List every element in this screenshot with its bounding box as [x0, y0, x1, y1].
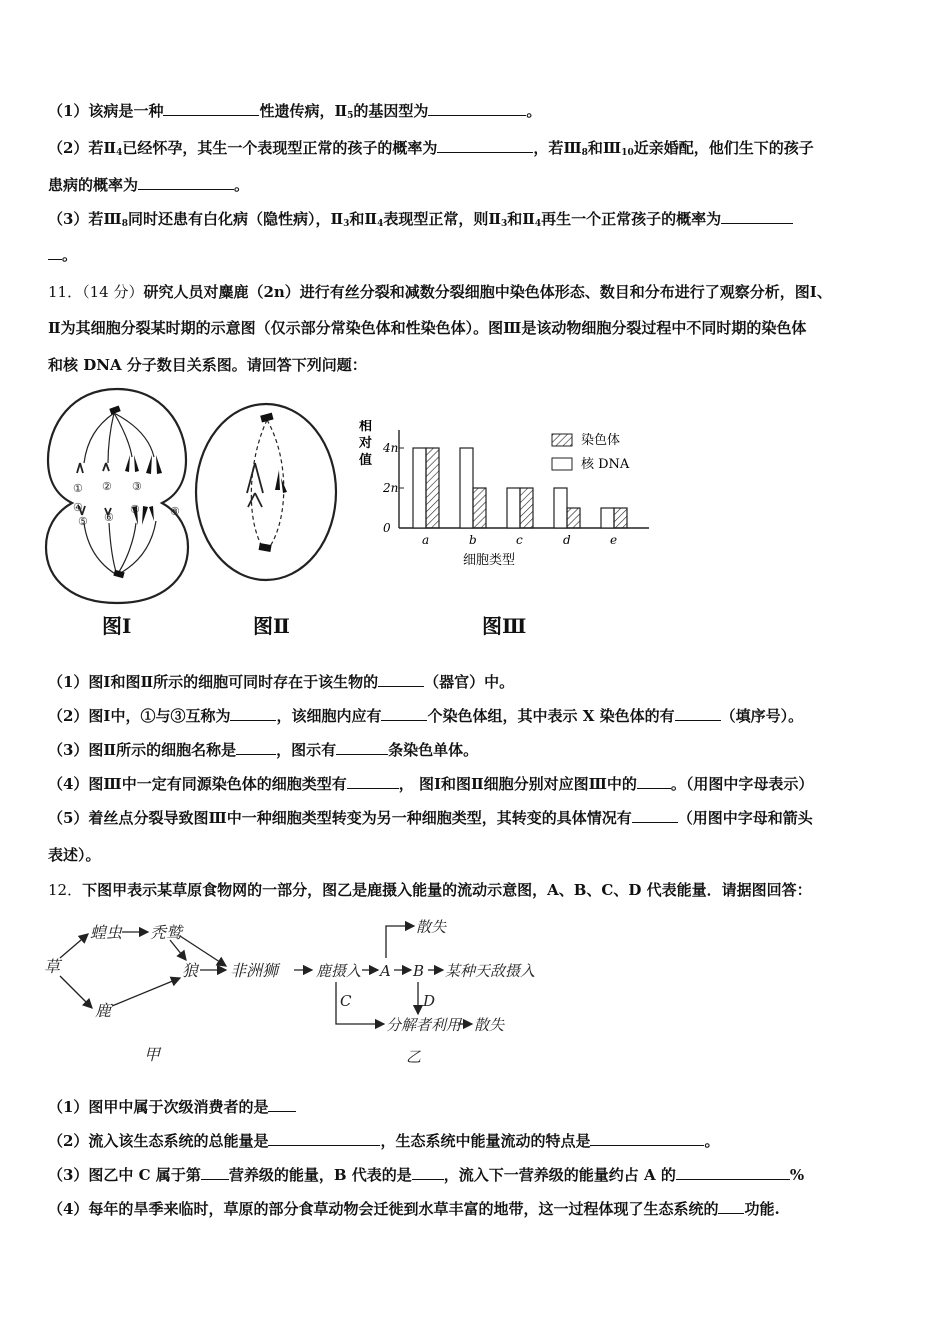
- figure-3-bar-chart: [355, 420, 655, 580]
- diagram-yi-energy-flow: [290, 910, 540, 1070]
- bar-chromosome-b: [473, 488, 486, 528]
- q11-intro-3: 和核 DNA 分子数目关系图。请回答下列问题：: [48, 356, 367, 374]
- q10-part3: （3）若$Ⅲ_8$同时还患有白化病（隐性病），$Ⅱ_3$和$Ⅱ_4$表现型正常，则$Ⅱ_3$和$Ⅱ_4$再生一个正常孩子的概率为: [48, 209, 793, 234]
- q12-sub2: （2）流入该生态系统的总能量是 ，生态系统中能量流动的特点是 。: [48, 1132, 720, 1150]
- bar-dna-a: [413, 448, 426, 528]
- label-c: C: [340, 992, 352, 1010]
- bar-chromosome-e: [614, 508, 627, 528]
- diagram-jia-label: 甲: [144, 1045, 161, 1064]
- answer-blank[interactable]: [378, 672, 424, 687]
- node-predator-intake: 某种天敌摄入: [445, 962, 536, 980]
- answer-blank[interactable]: [412, 1165, 444, 1180]
- legend-chromosome-label: 染色体: [581, 433, 621, 448]
- q11-intro-2: Ⅱ为其细胞分裂某时期的示意图（仅示部分常染色体和性染色体）。图Ⅲ是该动物细胞分裂过程中不同时期的染色体: [48, 319, 807, 337]
- answer-blank[interactable]: [336, 740, 388, 755]
- figure-2-cell-division: [193, 398, 343, 588]
- answer-blank[interactable]: [163, 101, 259, 116]
- bar-dna-d: [554, 488, 567, 528]
- answer-blank[interactable]: [590, 1131, 704, 1146]
- answer-blank[interactable]: [718, 1199, 744, 1214]
- answer-blank[interactable]: [268, 1131, 380, 1146]
- node-locust: 蝗虫: [90, 923, 123, 942]
- bar-dna-b: [460, 448, 473, 528]
- answer-blank[interactable]: [201, 1165, 229, 1180]
- answer-blank[interactable]: [230, 706, 276, 721]
- chromosome-mark: ④: [73, 501, 83, 514]
- answer-blank[interactable]: [428, 101, 526, 116]
- chart-x-tick: c: [516, 533, 523, 547]
- q10-part1: （1）该病是一种 性遗传病，$Ⅱ_5$的基因型为 。: [48, 102, 542, 121]
- chromosome-mark: ⑦: [130, 503, 140, 516]
- answer-blank[interactable]: [637, 774, 671, 789]
- diagram-jia-food-web: [40, 910, 290, 1070]
- node-b: B: [413, 962, 425, 980]
- bar-chromosome-d: [567, 508, 580, 528]
- chromosome-mark: ①: [73, 482, 83, 495]
- q11-sub1: （1）图Ⅰ和图Ⅱ所示的细胞可同时存在于该生物的 （器官）中。: [48, 673, 515, 691]
- chart-x-tick: b: [469, 533, 477, 547]
- q11-sub2: （2）图Ⅰ中，①与③互称为 ，该细胞内应有 个染色体组，其中表示 X 染色体的有 （填序号）。: [48, 707, 804, 725]
- q12-sub3: （3）图乙中 C 属于第 营养级的能量，B 代表的是 ，流入下一营养级的能量约占 A 的 %: [48, 1166, 805, 1184]
- figure-2-label: 图Ⅱ: [253, 614, 290, 638]
- legend-dna-label: 核 DNA: [581, 457, 630, 472]
- figure-1-cell-division: [42, 385, 192, 605]
- chromosome-mark: ③: [132, 480, 142, 493]
- q12-intro: 12．下图甲表示某草原食物网的一部分，图乙是鹿摄入能量的流动示意图，A、B、C、D 代表能量．请据图回答：: [48, 881, 812, 899]
- node-lost-1: 散失: [416, 918, 447, 936]
- q12-sub1: （1）图甲中属于次级消费者的是: [48, 1097, 296, 1117]
- q10-part3-cont: 。: [48, 245, 77, 265]
- chart-xlabel: 细胞类型: [463, 553, 516, 568]
- bar-dna-e: [601, 508, 614, 528]
- answer-blank[interactable]: [268, 1097, 296, 1112]
- chart-y-tick: 0: [383, 521, 391, 535]
- answer-blank[interactable]: [381, 706, 427, 721]
- legend-dna-swatch: [552, 458, 572, 470]
- chromosome-mark: ②: [102, 480, 112, 493]
- answer-blank[interactable]: [48, 245, 62, 260]
- q11-sub4: （4）图Ⅲ中一定有同源染色体的细胞类型有 ， 图Ⅰ和图Ⅱ细胞分别对应图Ⅲ中的 。（用图中字母表示）: [48, 775, 814, 793]
- chart-ylabel: 相对值: [359, 420, 373, 468]
- answer-blank[interactable]: [347, 774, 399, 789]
- chart-y-tick: 2n: [383, 481, 399, 495]
- chart-x-tick: e: [610, 533, 618, 547]
- node-deer-intake: 鹿摄入: [316, 962, 362, 980]
- chromosome-mark: ⑤: [78, 515, 88, 528]
- q10-part2: （2）若$Ⅱ_4$已经怀孕，其生一个表现型正常的孩子的概率为 ，若$Ⅲ_8$和$Ⅲ_{10}$近亲婚配，他们生下的孩子: [48, 139, 814, 158]
- node-grass: 草: [44, 957, 61, 976]
- chart-x-tick: d: [563, 533, 571, 547]
- answer-blank[interactable]: [236, 740, 276, 755]
- node-deer: 鹿: [95, 1001, 112, 1020]
- legend-chromosome-swatch: [552, 434, 572, 446]
- node-vulture: 秃鹫: [150, 923, 183, 942]
- diagram-yi-label: 乙: [406, 1048, 422, 1066]
- q12-sub4: （4）每年的旱季来临时，草原的部分食草动物会迁徙到水草丰富的地带，这一过程体现了生态系统的 功能.: [48, 1200, 780, 1218]
- answer-blank[interactable]: [676, 1165, 790, 1180]
- node-wolf: 狼: [182, 961, 199, 980]
- node-a: A: [380, 962, 391, 980]
- answer-blank[interactable]: [437, 138, 533, 153]
- chart-y-tick: 4n: [383, 441, 399, 455]
- q11-sub3: （3）图Ⅱ所示的细胞名称是 ，图示有 条染色单体。: [48, 741, 479, 759]
- chromosome-mark: ⑧: [170, 505, 180, 518]
- answer-blank[interactable]: [138, 175, 234, 190]
- chart-x-tick: a: [422, 533, 430, 547]
- bar-chromosome-c: [520, 488, 533, 528]
- q10-part2-cont: 患病的概率为 。: [48, 176, 250, 194]
- chromosome-mark: ⑥: [104, 511, 114, 524]
- node-lost-2: 散失: [474, 1016, 505, 1034]
- answer-blank[interactable]: [721, 209, 793, 224]
- figure-1-label: 图Ⅰ: [102, 614, 132, 638]
- node-decomposer: 分解者利用: [386, 1016, 462, 1034]
- figure-3-label: 图Ⅲ: [482, 614, 527, 638]
- q11-sub5-cont: 表述）。: [48, 846, 101, 864]
- q11-sub5: （5）着丝点分裂导致图Ⅲ中一种细胞类型转变为另一种细胞类型，其转变的具体情况有 （用图中字母和箭头: [48, 809, 813, 827]
- label-d: D: [423, 992, 436, 1010]
- answer-blank[interactable]: [675, 706, 721, 721]
- answer-blank[interactable]: [632, 808, 678, 823]
- bar-chromosome-a: [426, 448, 439, 528]
- node-lion: 非洲狮: [230, 961, 279, 980]
- bar-dna-c: [507, 488, 520, 528]
- q11-intro: 11．（14 分）研究人员对麋鹿（2n）进行有丝分裂和减数分裂细胞中染色体形态、数目和分布进行了观察分析，图Ⅰ、: [48, 283, 832, 301]
